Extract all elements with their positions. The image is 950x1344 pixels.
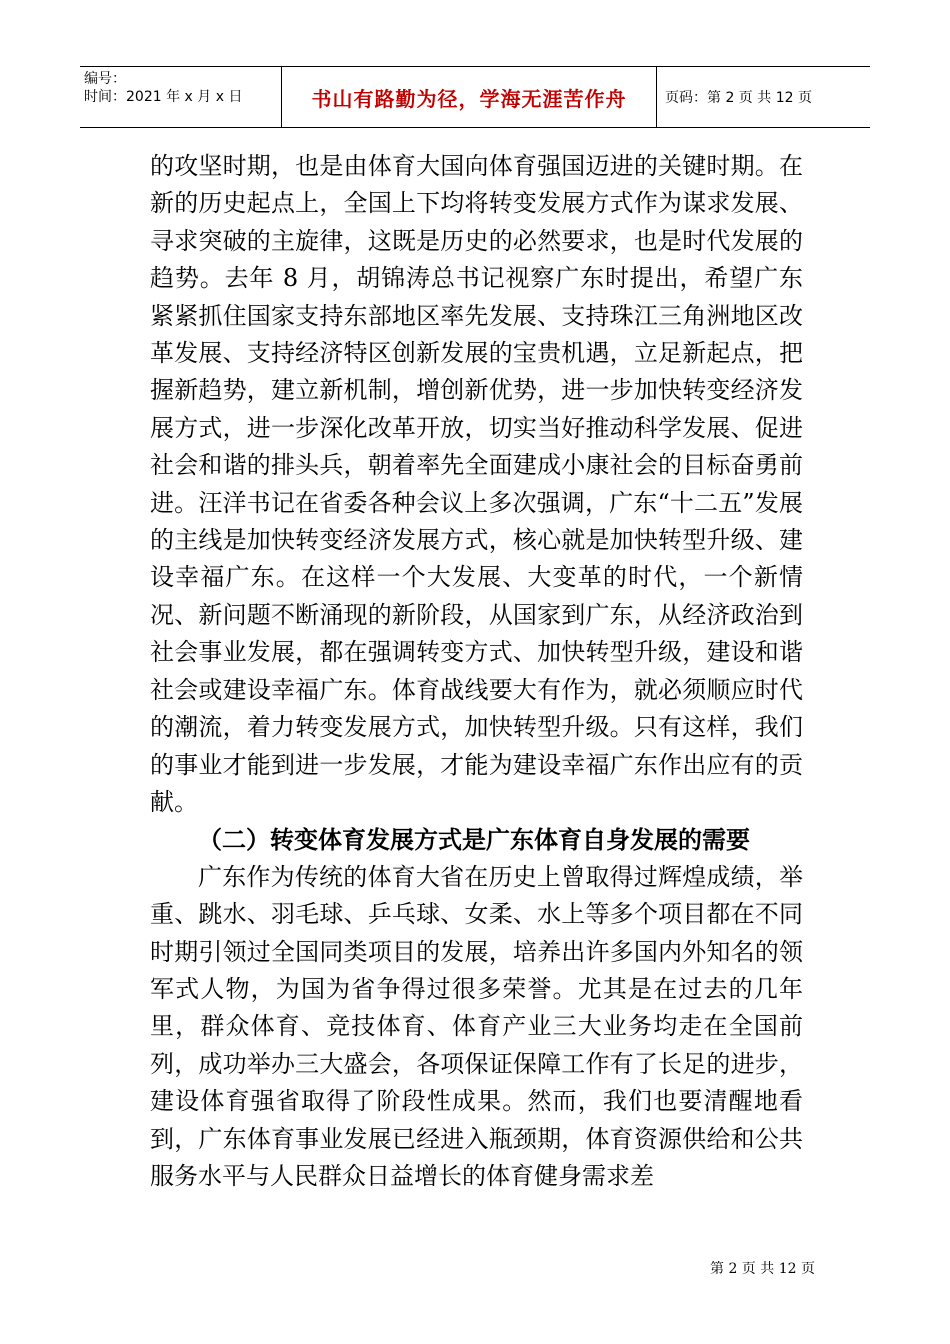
- document-time-label: 时间：2021 年 x 月 x 日: [84, 89, 243, 105]
- page-header: [80, 66, 870, 128]
- body-paragraph-2: 广东作为传统的体育大省在历史上曾取得过辉煌成绩，举重、跳水、羽毛球、乒乓球、女柔、水上等多个项目都在不同时期引领过全国同类项目的发展，培养出许多国内外知名的领军式人物，为国为省争得过很多荣誉。尤其是在过去的几年里，群众体育、竞技体育、体育产业三大业务均走在全国前列，成功举办三大盛会，各项保证保障工作有了长足的进步，建设体育强省取得了阶段性成果。然而，我们也要清醒地看到，广东体育事业发展已经进入瓶颈期，体育资源供给和公共服务水平与人民群众日益增长的体育健身需求差: [150, 862, 803, 1190]
- document-body: [150, 148, 803, 1195]
- section-heading: （二）转变体育发展方式是广东体育自身发展的需要: [198, 825, 750, 855]
- body-paragraph-1: 的攻坚时期，也是由体育大国向体育强国迈进的关键时期。在新的历史起点上，全国上下均将转变发展方式作为谋求发展、寻求突破的主旋律，这既是历史的必然要求，也是时代发展的趋势。去年 8 月，胡锦涛总书记视察广东时提出，希望广东紧紧抓住国家支持东部地区率先发展、支持珠江三角洲地区改革发展、支持经济特区创新发展的宝贵机遇，立足新起点，把握新趋势，建立新机制，增创新优势，进一步加快转变经济发展方式，进一步深化改革开放，切实当好推动科学发展、促进社会和谐的排头兵，朝着率先全面建成小康社会的目标奋勇前进。汪洋书记在省委各种会议上多次强调，广东“十二五”发展的主线是加快转变经济发展方式，核心就是加快转型升级、建设幸福广东。在这样一个大发展、大变革的时代，一个新情况、新问题不断涌现的新阶段，从国家到广东，从经济政治到社会事业发展，都在强调转变方式、加快转型升级，建设和谐社会或建设幸福广东。体育战线要大有作为，就必须顺应时代的潮流，着力转变发展方式，加快转型升级。只有这样，我们的事业才能到进一步发展，才能为建设幸福广东作出应有的贡献。: [150, 152, 803, 816]
- document-number-label: 编号：: [84, 71, 126, 87]
- header-motto: 书山有路勤为径，学海无涯苦作舟: [282, 67, 657, 127]
- page-footer: 第 2 页 共 12 页: [710, 1261, 815, 1277]
- header-page-number: 页码：第 2 页 共 12 页: [665, 90, 812, 106]
- header-meta: [80, 67, 282, 127]
